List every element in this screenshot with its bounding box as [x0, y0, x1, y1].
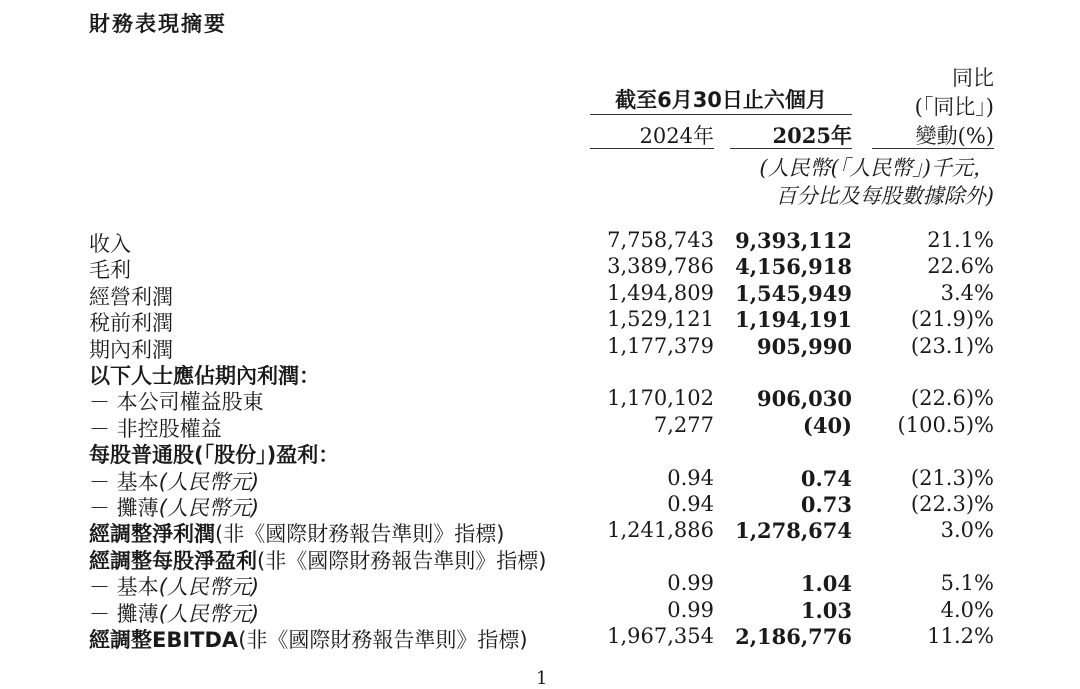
yoy-change: 4.0%	[940, 597, 994, 622]
row-label	[89, 624, 528, 654]
value-2024: 1,177,379	[607, 333, 714, 358]
value-2025: 1.03	[800, 597, 852, 623]
yoy-change: (22.3)%	[910, 492, 994, 516]
value-2024: 1,967,354	[607, 624, 714, 648]
yoy-change: 21.1%	[927, 228, 994, 252]
row-label-text: － 基本	[89, 575, 159, 600]
row-label-unit: (人民幣元)	[158, 496, 260, 520]
yoy-change: 3.4%	[940, 280, 994, 305]
value-2024: 0.99	[667, 571, 714, 596]
table-row	[0, 254, 1080, 283]
page-title: 財務表現摘要	[89, 12, 227, 36]
row-label-text: 經調整EBITDA	[89, 628, 239, 652]
table-row	[0, 624, 1080, 650]
year-2024-rule	[590, 148, 714, 149]
value-2024: 1,494,809	[607, 280, 714, 305]
table-row	[0, 518, 1080, 547]
table-row	[0, 281, 1080, 307]
yoy-header-line-2: (「同比」)	[914, 95, 994, 119]
value-2024: 1,529,121	[607, 307, 714, 332]
row-label-text: 毛利	[89, 258, 131, 283]
table-row	[0, 360, 1080, 386]
row-label-suffix: (非《國際財務報告準則》指標)	[257, 548, 547, 573]
row-label-text: － 本公司權益股東	[89, 390, 264, 415]
value-2024: 7,758,743	[607, 228, 714, 252]
page-number: 1	[536, 668, 548, 689]
yoy-change: (21.3)%	[910, 465, 994, 490]
value-2025: 0.74	[800, 465, 852, 491]
year-2025-rule	[730, 148, 852, 149]
value-2025: 0.73	[800, 492, 852, 517]
row-label-suffix: (非《國際財務報告準則》指標)	[215, 522, 505, 547]
year-2024-header: 2024年	[639, 124, 714, 148]
row-label-unit: (人民幣元)	[158, 469, 260, 494]
table-row	[0, 386, 1080, 415]
table-row	[0, 492, 1080, 518]
yoy-change: 22.6%	[927, 254, 994, 279]
value-2024: 0.99	[667, 597, 714, 622]
yoy-header-line-1: 同比	[952, 66, 994, 90]
value-2025: 1,194,191	[735, 307, 852, 333]
row-label-text: － 非控股權益	[89, 416, 222, 441]
table-row	[0, 307, 1080, 336]
value-2024: 1,170,102	[607, 386, 714, 411]
row-label-text: 稅前利潤	[89, 311, 173, 336]
value-2025: 905,990	[757, 333, 852, 359]
value-2024: 3,389,786	[607, 254, 714, 279]
yoy-change: 11.2%	[927, 624, 994, 648]
table-row	[0, 228, 1080, 254]
table-row	[0, 571, 1080, 600]
row-label-text: 經調整每股淨盈利	[89, 548, 257, 573]
row-label-text: － 攤薄	[89, 601, 159, 626]
value-2025: 2,186,776	[735, 624, 852, 649]
value-2025: 9,393,112	[735, 228, 852, 253]
row-label-text: 經營利潤	[89, 284, 173, 309]
table-row	[0, 439, 1080, 468]
row-label-text: － 攤薄	[89, 496, 159, 520]
table-row	[0, 545, 1080, 571]
value-2025: 1.04	[800, 571, 852, 597]
yoy-change: 5.1%	[940, 571, 994, 596]
row-label-text: 每股普通股(「股份」)盈利：	[89, 443, 340, 468]
row-label-text: 以下人士應佔期內利潤：	[89, 364, 320, 388]
value-2024: 1,241,886	[607, 518, 714, 543]
row-label-text: 經調整淨利潤	[89, 522, 215, 547]
value-2025: 4,156,918	[735, 254, 852, 280]
row-label-text: 收入	[89, 232, 131, 256]
value-2024: 7,277	[653, 412, 714, 437]
yoy-rule	[872, 148, 994, 149]
table-row	[0, 598, 1080, 624]
value-2024: 0.94	[667, 492, 714, 516]
period-header: 截至6月30日止六個月	[615, 88, 827, 112]
row-label-unit: (人民幣元)	[158, 575, 260, 600]
value-2025: 1,545,949	[735, 280, 852, 306]
yoy-change: (100.5)%	[897, 412, 994, 437]
period-header-rule	[590, 114, 852, 115]
value-2025: 1,278,674	[735, 518, 852, 544]
value-2025: 906,030	[757, 386, 852, 412]
value-2024: 0.94	[667, 465, 714, 490]
value-2025: (40)	[802, 412, 852, 438]
yoy-change: (21.9)%	[910, 307, 994, 332]
table-row	[0, 413, 1080, 439]
row-label-text: 期內利潤	[89, 337, 173, 362]
unit-note-line-1: (人民幣(「人民幣」)千元，	[759, 156, 994, 180]
yoy-change: (23.1)%	[910, 333, 994, 358]
yoy-change: 3.0%	[940, 518, 994, 543]
unit-note-line-2: 百分比及每股數據除外)	[775, 184, 994, 208]
year-2025-header: 2025年	[772, 123, 852, 148]
row-label-unit: (人民幣元)	[158, 601, 260, 626]
yoy-header-line-3: 變動(%)	[915, 124, 994, 148]
row-label-text: － 基本	[89, 469, 159, 494]
table-row	[0, 466, 1080, 492]
table-row	[0, 334, 1080, 360]
yoy-change: (22.6)%	[910, 386, 994, 411]
row-label-suffix: (非《國際財務報告準則》指標)	[238, 628, 528, 652]
